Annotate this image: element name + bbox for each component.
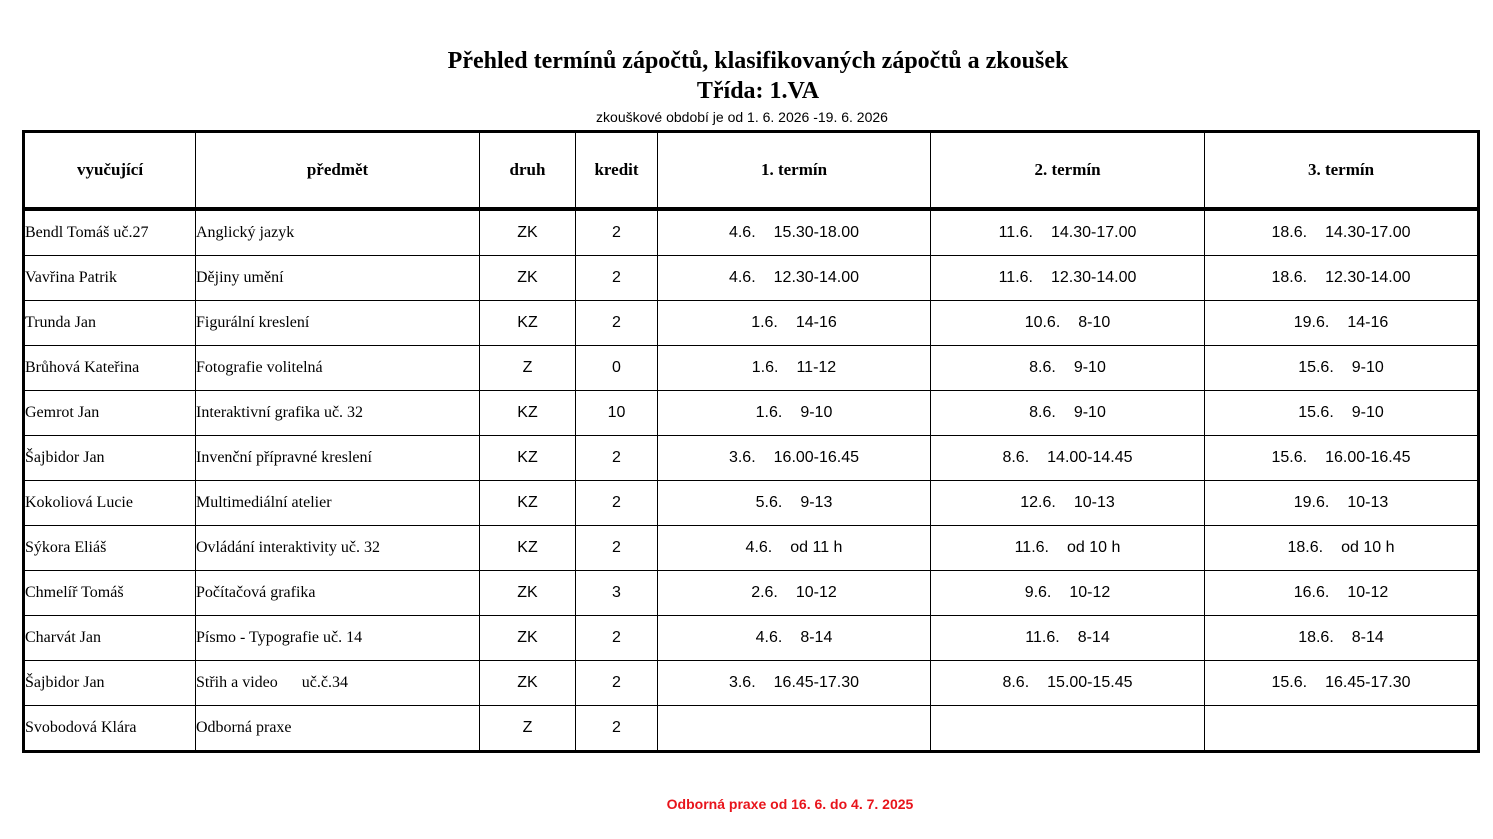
term-3-cell [1205, 256, 1479, 301]
term-time: od 10 h [1341, 539, 1395, 556]
teacher-cell: Charvát Jan [24, 616, 196, 661]
subject-cell: Písmo - Typografie uč. 14 [196, 616, 480, 661]
term-time: 16.00-16.45 [773, 449, 860, 466]
term-date: 18.6. [1287, 539, 1324, 556]
term-2-cell [931, 661, 1205, 706]
term-3-cell [1205, 346, 1479, 391]
term-date: 4.6. [755, 629, 783, 646]
subject-cell: Fotografie volitelná [196, 346, 480, 391]
table-row [24, 481, 1479, 526]
term-1-cell [658, 661, 931, 706]
term-date: 15.6. [1271, 674, 1308, 691]
term-2-cell [931, 706, 1205, 752]
term-time: 12.30-14.00 [1325, 269, 1411, 286]
term-1-cell [658, 209, 931, 256]
header-row [24, 132, 1479, 210]
teacher-cell: Svobodová Klára [24, 706, 196, 752]
term-date: 3.6. [728, 449, 756, 466]
term-date: 18.6. [1271, 269, 1308, 286]
column-header-credit: kredit [576, 132, 658, 210]
type-cell: Z [480, 346, 576, 391]
term-date: 8.6. [1029, 359, 1056, 376]
class-title: Třída: 1.VA [696, 78, 820, 104]
column-header-teacher: vyučující [24, 132, 196, 210]
term-time: 16.00-16.45 [1325, 449, 1411, 466]
term-date: 12.6. [1020, 494, 1056, 511]
credit-cell: 2 [576, 616, 658, 661]
credit-cell: 2 [576, 436, 658, 481]
term-time: 10-12 [1069, 584, 1111, 601]
table-row [24, 706, 1479, 752]
term-3-cell [1205, 706, 1479, 752]
term-time: 8-14 [1077, 629, 1110, 646]
term-date: 8.6. [1002, 674, 1030, 691]
term-time: 12.30-14.00 [1051, 269, 1137, 286]
subject-cell: Ovládání interaktivity uč. 32 [196, 526, 480, 571]
table-row [24, 571, 1479, 616]
term-1-cell [658, 256, 931, 301]
term-2-cell [931, 346, 1205, 391]
term-time: 10-13 [1073, 494, 1115, 511]
teacher-cell: Chmelíř Tomáš [24, 571, 196, 616]
type-cell: ZK [480, 571, 576, 616]
term-time: 16.45-17.30 [773, 674, 860, 691]
term-1-cell [658, 436, 931, 481]
type-cell: KZ [480, 436, 576, 481]
credit-cell: 2 [576, 209, 658, 256]
term-date: 5.6. [755, 494, 783, 511]
credit-cell: 10 [576, 391, 658, 436]
credit-cell: 0 [576, 346, 658, 391]
table-row [24, 301, 1479, 346]
credit-cell: 2 [576, 301, 658, 346]
teacher-cell: Šajbidor Jan [24, 436, 196, 481]
term-date: 1.6. [751, 314, 778, 331]
table-row [24, 661, 1479, 706]
term-date: 16.6. [1293, 584, 1330, 601]
subject-cell: Figurální kreslení [196, 301, 480, 346]
table-row [24, 436, 1479, 481]
teacher-cell: Kokoliová Lucie [24, 481, 196, 526]
term-3-cell [1205, 391, 1479, 436]
teacher-cell: Gemrot Jan [24, 391, 196, 436]
term-date: 1.6. [755, 404, 783, 421]
term-time: 10-12 [795, 584, 837, 601]
table-row [24, 616, 1479, 661]
term-time: 14-16 [795, 314, 837, 331]
term-time: 15.30-18.00 [773, 224, 860, 241]
term-date: 15.6. [1298, 404, 1334, 421]
term-date: 15.6. [1271, 449, 1308, 466]
term-date: 2.6. [751, 584, 778, 601]
subject-cell: Dějiny umění [196, 256, 480, 301]
term-time: od 11 h [790, 539, 843, 556]
teacher-cell: Sýkora Eliáš [24, 526, 196, 571]
subject-cell: Střih a video uč.č.34 [196, 661, 480, 706]
table-row [24, 346, 1479, 391]
term-time: 9-10 [1351, 404, 1384, 421]
term-time: 10-12 [1347, 584, 1389, 601]
table-row [24, 391, 1479, 436]
subject-cell: Interaktivní grafika uč. 32 [196, 391, 480, 436]
column-header-term-2: 2. termín [931, 132, 1205, 210]
term-date: 4.6. [728, 224, 756, 241]
type-cell: KZ [480, 526, 576, 571]
subject-cell: Multimediální atelier [196, 481, 480, 526]
term-date: 15.6. [1298, 359, 1334, 376]
term-time: od 10 h [1067, 539, 1121, 556]
term-date: 11.6. [1014, 539, 1049, 556]
term-time: 14-16 [1347, 314, 1389, 331]
exam-schedule-table [22, 130, 1480, 753]
term-2-cell [931, 256, 1205, 301]
term-3-cell [1205, 571, 1479, 616]
page-title: Přehled termínů zápočtů, klasifikovaných zápočtů a zkoušek [447, 48, 1069, 74]
term-1-cell [658, 481, 931, 526]
term-date: 3.6. [728, 674, 756, 691]
teacher-cell: Šajbidor Jan [24, 661, 196, 706]
term-3-cell [1205, 436, 1479, 481]
term-date: 11.6. [998, 269, 1033, 286]
credit-cell: 2 [576, 481, 658, 526]
credit-cell: 2 [576, 256, 658, 301]
credit-cell: 2 [576, 661, 658, 706]
teacher-cell: Vavřina Patrik [24, 256, 196, 301]
term-2-cell [931, 571, 1205, 616]
term-time: 10-13 [1347, 494, 1389, 511]
term-time: 14.30-17.00 [1325, 224, 1411, 241]
type-cell: KZ [480, 391, 576, 436]
table-row [24, 526, 1479, 571]
term-3-cell [1205, 301, 1479, 346]
term-3-cell [1205, 209, 1479, 256]
term-3-cell [1205, 616, 1479, 661]
term-2-cell [931, 526, 1205, 571]
term-date: 9.6. [1024, 584, 1052, 601]
credit-cell: 3 [576, 571, 658, 616]
term-2-cell [931, 481, 1205, 526]
table-row [24, 256, 1479, 301]
term-1-cell [658, 301, 931, 346]
term-time: 11-12 [796, 359, 837, 376]
term-time: 12.30-14.00 [773, 269, 860, 286]
type-cell: ZK [480, 209, 576, 256]
term-time: 8-14 [800, 629, 833, 646]
term-time: 9-10 [1073, 359, 1106, 376]
type-cell: ZK [480, 256, 576, 301]
column-header-term-3: 3. termín [1205, 132, 1479, 210]
column-header-type: druh [480, 132, 576, 210]
term-3-cell [1205, 526, 1479, 571]
term-1-cell [658, 346, 931, 391]
term-3-cell [1205, 481, 1479, 526]
term-date: 4.6. [728, 269, 756, 286]
term-1-cell [658, 526, 931, 571]
type-cell: KZ [480, 481, 576, 526]
type-cell: Z [480, 706, 576, 752]
type-cell: ZK [480, 616, 576, 661]
credit-cell: 2 [576, 706, 658, 752]
term-2-cell [931, 436, 1205, 481]
subject-cell: Invenční přípravné kreslení [196, 436, 480, 481]
term-date: 8.6. [1002, 449, 1030, 466]
teacher-cell: Brůhová Kateřina [24, 346, 196, 391]
term-date: 19.6. [1293, 314, 1330, 331]
term-time: 14.00-14.45 [1047, 449, 1133, 466]
term-time: 9-13 [800, 494, 833, 511]
subject-cell: Počítačová grafika [196, 571, 480, 616]
term-3-cell [1205, 661, 1479, 706]
term-date: 19.6. [1293, 494, 1330, 511]
term-date: 1.6. [751, 359, 779, 376]
term-1-cell [658, 616, 931, 661]
term-date: 18.6. [1298, 629, 1334, 646]
term-1-cell [658, 571, 931, 616]
term-2-cell [931, 209, 1205, 256]
term-2-cell [931, 616, 1205, 661]
term-time: 14.30-17.00 [1051, 224, 1137, 241]
subject-cell: Odborná praxe [196, 706, 480, 752]
term-2-cell [931, 301, 1205, 346]
term-1-cell [658, 391, 931, 436]
term-date: 11.6. [1025, 629, 1060, 646]
credit-cell: 2 [576, 526, 658, 571]
term-date: 4.6. [745, 539, 773, 556]
teacher-cell: Trunda Jan [24, 301, 196, 346]
term-time: 9-10 [1073, 404, 1106, 421]
term-date: 18.6. [1271, 224, 1308, 241]
term-1-cell [658, 706, 931, 752]
term-date: 11.6. [998, 224, 1033, 241]
table-row [24, 209, 1479, 256]
subject-cell: Anglický jazyk [196, 209, 480, 256]
term-date: 8.6. [1029, 404, 1056, 421]
exam-period: zkouškové období je od 1. 6. 2026 -19. 6. 2026 [596, 109, 888, 125]
term-date: 10.6. [1024, 314, 1061, 331]
term-time: 16.45-17.30 [1325, 674, 1411, 691]
type-cell: ZK [480, 661, 576, 706]
term-time: 8-10 [1078, 314, 1111, 331]
term-time: 8-14 [1351, 629, 1384, 646]
teacher-cell: Bendl Tomáš uč.27 [24, 209, 196, 256]
term-time: 9-10 [800, 404, 833, 421]
term-time: 9-10 [1351, 359, 1384, 376]
internship-note: Odborná praxe od 16. 6. do 4. 7. 2025 [666, 796, 914, 812]
column-header-term-1: 1. termín [658, 132, 931, 210]
type-cell: KZ [480, 301, 576, 346]
column-header-subject: předmět [196, 132, 480, 210]
term-2-cell [931, 391, 1205, 436]
term-time: 15.00-15.45 [1047, 674, 1133, 691]
